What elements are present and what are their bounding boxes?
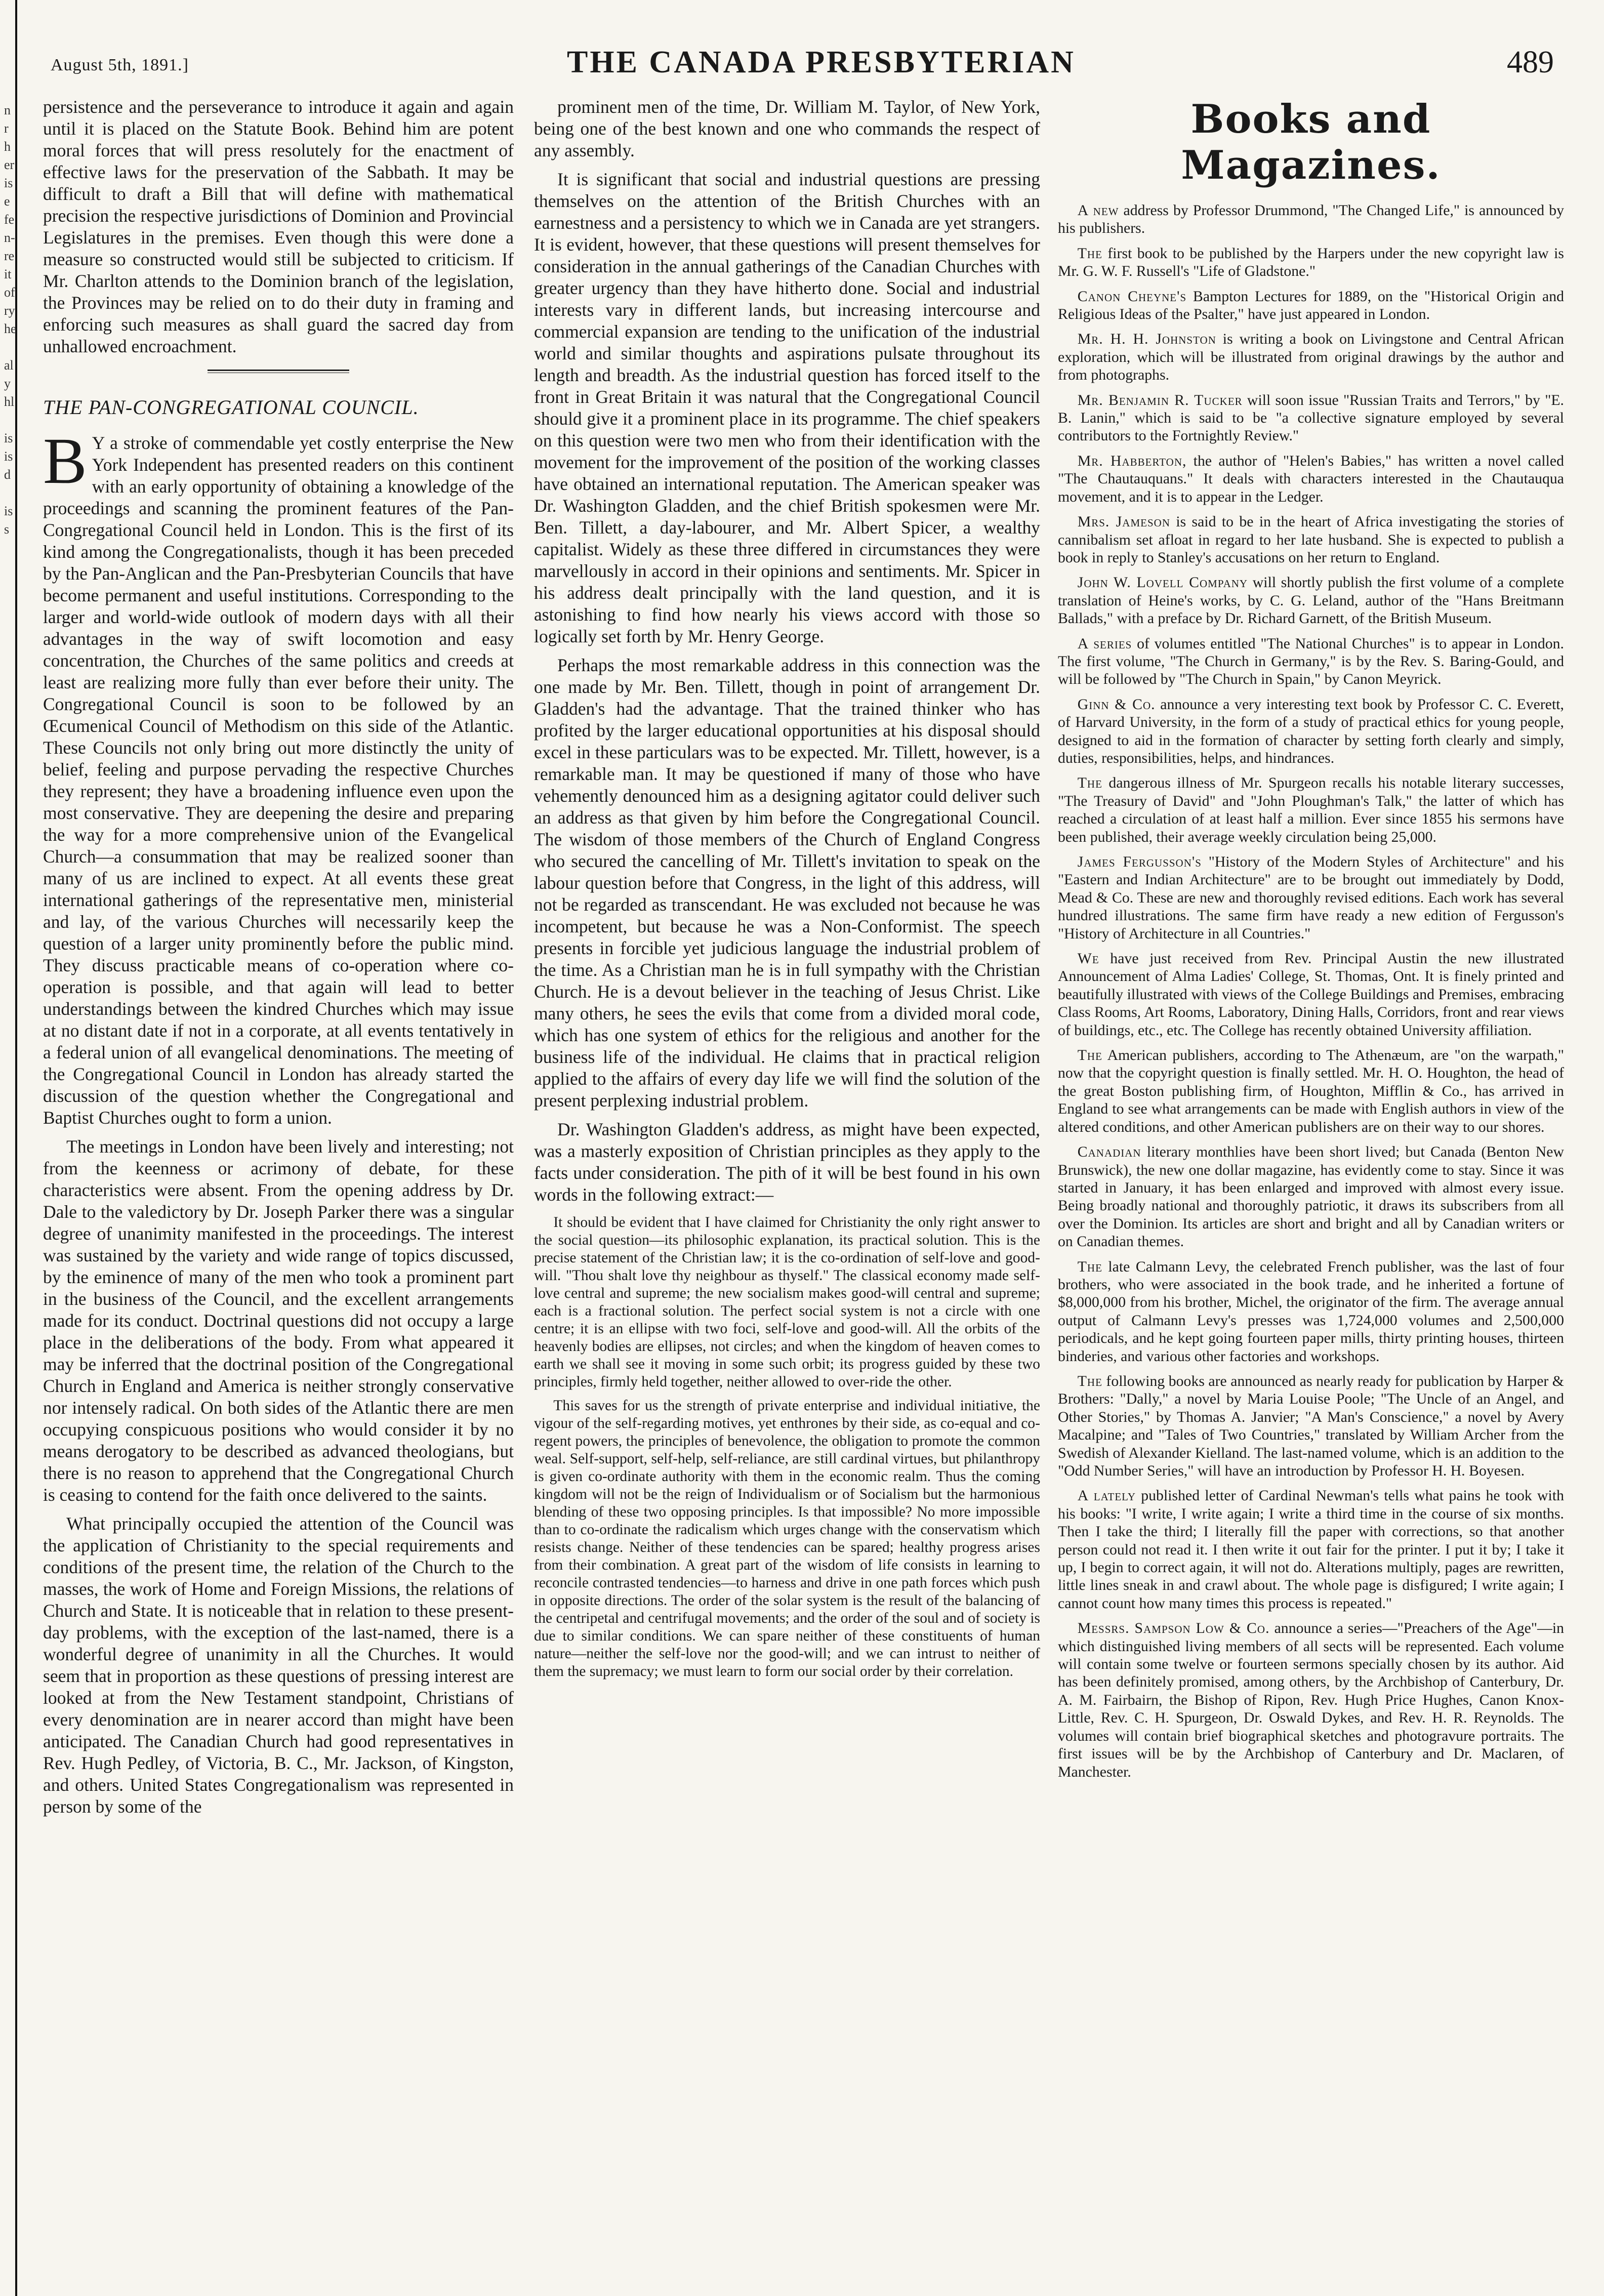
notice-text: is said to be in the heart of Africa investigating the stories of cannibalism set afloat in regard to her late husband. She is expected to publish a book in reply to Stanley's accusations on her return to England. bbox=[1058, 513, 1564, 566]
notice-lead: Canadian bbox=[1077, 1143, 1141, 1161]
binding-margin bbox=[0, 0, 17, 2296]
page-header bbox=[40, 35, 1559, 91]
notice-lead: Ginn & Co. bbox=[1077, 695, 1156, 713]
book-notice bbox=[1058, 513, 1564, 566]
notice-lead: Mr. Habberton, bbox=[1077, 452, 1187, 469]
notice-text: of volumes entitled "The National Churches" is to appear in London. The first volume, "The Church in Germany," is by the Rev. S. Baring-Gould, and will be followed by "The Church in Spain," by Canon Meyrick. bbox=[1058, 635, 1564, 688]
notice-text: American publishers, according to The Athenæum, are "on the warpath," now that the copyright question is finally settled. Mr. H. O. Houghton, the head of the great Boston publishing firm, of Houghton, Mifflin & Co., has arrived in England to see what arrangements can be made with English authors in view of the altered conditions, and other American publishers are on their way to our shores. bbox=[1058, 1047, 1564, 1135]
book-notice bbox=[1058, 853, 1564, 942]
lead-paragraph-text: Y a stroke of commendable yet costly enterprise the New York Independent has presented readers on this continent with an early opportunity of obtaining a knowledge of the proceedings and scanning the prominent features of the Pan-Congregational Council held in London. This is the first of its kind among the Congregationalists, though it has been preceded by the Pan-Anglican and the Pan-Presbyterian Councils that have become permanent and useful institutions. Corresponding to the larger and world-wide outlook of modern days with all their advantages in the way of swift locomotion and easy concentration, the Churches of the same politics and creeds at least are realizing more fully than ever before their unity. The Congregational Council is soon to be followed by an Œcumenical Council of Methodism on this side of the Atlantic. These Councils not only bring out more distinctly the unity of belief, feeling and purpose pervading the respective Churches they represent; they have a broadening influence even upon the most conservative. They are deepening the desire and preparing the way for a more comprehensive union of the Evangelical Church—a consummation that may be realized sooner than many of us are inclined to expect. At all events these great international gatherings of the representative men, ministerial and lay, of the various Churches will necessarily keep the question of a larger unity prominently before the public mind. They discuss practicable means of co-operation where co-operation is possible, and that again will lead to better understandings between the kindred Churches which may issue at no distant date if not in a corporate, at all events tentatively in a federal union of all evangelical denominations. The meeting of the Congregational Council in London has already started the discussion of the question whether the Congregational and Baptist Churches ought to form a union. bbox=[43, 433, 514, 1128]
lead-paragraph bbox=[43, 425, 514, 1129]
notice-text: Bampton Lectures for 1889, on the "Historical Origin and Religious Ideas of the Psalter," have just appeared in London. bbox=[1058, 288, 1564, 323]
notice-lead: Mr. Benjamin R. Tucker bbox=[1077, 391, 1243, 408]
notice-text: dangerous illness of Mr. Spurgeon recalls his notable literary successes, "The Treasury of David" and "John Ploughman's Talk," the latter of which has reached a circulation of at least half a million. Ever since 1855 his sermons have been published, their average weekly circulation being 25,000. bbox=[1058, 774, 1564, 845]
book-notice bbox=[1058, 201, 1564, 237]
paragraph: persistence and the perseverance to introduce it again and again until it is placed on the Statute Book. Behind him are potent moral forces that will press resolutely for the enactment of effective laws for the preservation of the Sabbath. It may be difficult to draft a Bill that will define with mathematical precision the respective jurisdictions of Dominion and Provincial Legislatures in the premises. Even though this were done a measure so constructed would still be subjected to criticism. If Mr. Charlton attends to the Dominion branch of the legislation, the Provinces may be relied on to do their duty in framing and enforcing such measures as shall guard the sacred day from unhallowed encroachment. bbox=[43, 97, 514, 356]
notice-lead: The bbox=[1077, 1047, 1102, 1064]
book-notice bbox=[1058, 774, 1564, 846]
book-notice bbox=[1058, 330, 1564, 384]
notice-text: the author of "Helen's Babies," has written a novel called "The Chautauquans." It deals with characters interested in the Chautauqua movement, and it is to appear in the Ledger. bbox=[1058, 452, 1565, 505]
book-notice bbox=[1058, 1619, 1564, 1781]
notice-lead: Mr. H. H. Johnston bbox=[1077, 331, 1216, 348]
column-1 bbox=[43, 96, 514, 1825]
notice-lead: The bbox=[1077, 774, 1102, 792]
notice-text: address by Professor Drummond, "The Changed Life," is announced by his publishers. bbox=[1058, 202, 1564, 237]
notice-text: late Calmann Levy, the celebrated French publisher, was the last of four brothers, who were associated in the book trade, and he inherited a fortune of $8,000,000 from his brother, Michel, the originator of the firm. The average annual output of Calmann Levy's presses was 1,724,000 volumes and 2,500,000 periodicals, and he kept going fourteen paper mills, thirty printing houses, thirteen binderies, and various other factories and workshops. bbox=[1058, 1258, 1564, 1365]
book-notice bbox=[1058, 1258, 1564, 1365]
section-divider bbox=[208, 370, 349, 373]
book-notice bbox=[1058, 1372, 1564, 1480]
notice-lead: Messrs. Sampson Low & Co. bbox=[1077, 1620, 1270, 1637]
drop-cap: B bbox=[43, 425, 87, 498]
extract-paragraph: This saves for us the strength of private enterprise and individual initiative, the vigour of the self-regarding motives, yet enthrones by their side, as co-equal and co-regent powers, the principles of benevolence, the obligation to promote the common weal. Self-support, self-help, self-reliance, are still cardinal virtues, but philanthropy is given co-ordinate authority with them in the economic realm. Thus the coming kingdom will not be the reign of Individualism or of Socialism but the harmonious blending of these two opposing principles. Is that impossible? No more impossible than to co-ordinate the radicalism which urges change with the conservatism which resists change. Neither of these tendencies can be spared; healthy progress arises from their combination. A great part of the wisdom of life consists in learning to reconcile contrasted tendencies—to harness and drive in one path forces which push in opposite directions. The order of the solar system is the result of the balancing of the centripetal and centrifugal movements; and the order of the soul and of society is due to similar conditions. We can spare neither of these constituents of human nature—neither the self-love nor the good-will; and we can intrust to neither of them the supremacy; we must learn to form our social order by their correlation. bbox=[534, 1398, 1040, 1679]
book-notice bbox=[1058, 950, 1564, 1039]
book-notice bbox=[1058, 244, 1564, 280]
book-notices-list bbox=[1058, 201, 1564, 1781]
paragraph: It is significant that social and industrial questions are pressing themselves on the attention of the British Churches with an earnestness and a persistency to which we in Canada are yet strangers. It is evident, however, that these questions will present themselves for consideration in the annual gatherings of the Canadian Churches with greater urgency than they have hitherto done. Social and industrial interests vary in different lands, but increasing intercourse and commercial expansion are tending to the unification of the industrial world and similar thoughts and aspirations pulsate throughout its length and breadth. As the industrial question has forced itself to the front in Great Britain it was natural that the Congregational Council should give it a prominent place in its programme. The chief speakers on this question were two men who from their identification with the movement for the improvement of the position of the working classes have obtained an international reputation. The American speaker was Dr. Washington Gladden, and the chief British spokesmen were Mr. Ben. Tillett, a day-labourer, and Mr. Albert Spicer, a wealthy capitalist. Widely as these three differed in circumstances they were marvellously in accord in their opinions and sentiments. Mr. Spicer in his address dealt principally with the land question, and it is astonishing to find how nearly his views accord with those so logically set forth by Mr. Henry George. bbox=[534, 169, 1040, 646]
section-heading: THE PAN-CONGREGATIONAL COUNCIL. bbox=[43, 396, 419, 419]
notice-lead: John W. Lovell Company bbox=[1077, 574, 1248, 591]
quoted-extract bbox=[534, 1214, 1040, 1680]
notice-text: will soon issue "Russian Traits and Terrors," by "E. B. Lanin," which is said to be "a collective signature employed by several contributors to the Fortnightly Review." bbox=[1058, 391, 1565, 444]
notice-text: have just received from Rev. Principal Austin the new illustrated Announcement of Alma Ladies' College, St. Thomas, Ont. It is finely printed and beautifully illustrated with views of the College Buildings and Premises, embracing Class Rooms, Art Rooms, Laboratory, Dining Halls, Corridors, front and rear views of buildings, etc., etc. The College has recently obtained University affiliation. bbox=[1058, 950, 1564, 1039]
notice-text: announce a series—"Preachers of the Age"—in which distinguished living members of all sects will be represented. Each volume will contain some twelve or fourteen sermons specially chosen by its author. Aid has been definitely promised, among others, by the Archbishop of Canterbury, Dr. A. M. Fairbairn, the Bishop of Ripon, Rev. Hugh Price Hughes, Canon Knox-Little, Rev. C. H. Spurgeon, Dr. Oswald Dykes, and Rev. H. R. Reynolds. The volumes will contain brief biographical sketches and photogravure portraits. The first issues will be by the Archbishop of Canterbury and Dr. Maclaren, of Manchester. bbox=[1058, 1620, 1564, 1780]
books-and-magazines-heading: Books and Magazines. bbox=[1181, 96, 1441, 188]
notice-lead: A new bbox=[1077, 202, 1119, 219]
notice-lead: The bbox=[1077, 1258, 1102, 1275]
book-notice bbox=[1058, 573, 1564, 627]
paragraph: Dr. Washington Gladden's address, as might have been expected, was a masterly exposition of Christian principles as they apply to the facts under consideration. The pith of it will be best found in his own words in the following extract:— bbox=[534, 1119, 1040, 1205]
book-notice bbox=[1058, 695, 1564, 767]
book-notice bbox=[1058, 452, 1564, 506]
extract-paragraph: It should be evident that I have claimed for Christianity the only right answer to the social question—its philosophic explanation, its practical solution. This is the precise statement of the Christian law; it is the co-ordination of self-love and good-will. "Thou shalt love thy neighbour as thyself." The classical economy made self-love central and supreme; the new socialism makes good-will central and supreme; each is a fractional solution. The perfect social system is not a circle with one centre; it is an ellipse with two foci, self-love and good-will. All the orbits of the heavenly bodies are ellipses, not circles; and when the kingdom of heaven comes to earth we shall see it moving in some such orbit; its progress guided by these two principles, firmly held together, neither allowed to over-ride the other. bbox=[534, 1214, 1040, 1390]
notice-text: following books are announced as nearly ready for publication by Harper & Brothers: "Dally," a novel by Maria Louise Poole; "The Uncle of an Angel, and Other Stories," by Thomas A. Janvier; "A Man's Conscience," a novel by Avery Macalpine; and "Tales of Two Countries," translated by William Archer from the Swedish of Alexander Kielland. The last-named volume, which is an addition to the "Odd Number Series," will have an introduction by Professor H. H. Boyesen. bbox=[1058, 1372, 1564, 1479]
notice-text: first book to be published by the Harpers under the new copyright law is Mr. G. W. F. Russell's "Life of Gladstone." bbox=[1058, 244, 1564, 280]
newspaper-title: THE CANADA PRESBYTERIAN bbox=[567, 45, 1076, 79]
page-number: 489 bbox=[1507, 45, 1554, 79]
cropped-gutter-text: n r h er is e fe n- re it of ry he al y hl is is d is s bbox=[4, 103, 17, 537]
paragraph: What principally occupied the attention of the Council was the application of Christianity to the special requirements and conditions of the present time, the relation of the Church to the masses, the work of Home and Foreign Missions, the relations of Church and State. It is noticeable that in relation to these present-day problems, with the exception of the last-named, there is a wonderful degree of unanimity in all the Churches. It would seem that in proportion as these questions of pressing interest are looked at from the New Testament standpoint, Christians of every denomination are in nearer accord than might have been anticipated. The Canadian Church had good representatives in Rev. Hugh Pedley, of Victoria, B. C., Mr. Jackson, of Kingston, and others. United States Congregationalism was represented in person by some of the bbox=[43, 1513, 514, 1817]
notice-lead: Canon Cheyne's bbox=[1077, 288, 1187, 305]
notice-text: will shortly publish the first volume of a complete translation of Heine's works, by C. G. Leland, author of the "Hans Breitmann Ballads," with a preface by Dr. Richard Garnett, of the British Museum. bbox=[1058, 574, 1564, 627]
book-notice bbox=[1058, 1046, 1564, 1136]
notice-lead: The bbox=[1077, 1372, 1102, 1389]
notice-text: literary monthlies have been short lived; but Canada (Benton New Brunswick), the new one dollar magazine, has evidently come to stay. Since it was started in January, it has been enlarged and improved with almost every issue. Being broadly national and thoroughly patriotic, it draws its subscribers from all over the Dominion. Its articles are short and bright and all by Canadian writers or on Canadian themes. bbox=[1058, 1143, 1564, 1250]
notice-text: "History of the Modern Styles of Architecture" and his "Eastern and Indian Architecture" are to be brought out immediately by Dodd, Mead & Co. These are new and thoroughly revised editions. Each work has several hundred illustrations. The same firm have ready a new edition of Fergusson's "History of Architecture in all Countries." bbox=[1058, 853, 1564, 942]
notice-lead: James Fergusson's bbox=[1077, 853, 1202, 870]
column-3-books-and-magazines bbox=[1058, 96, 1564, 1788]
column-2 bbox=[534, 96, 1040, 1687]
notice-text: announce a very interesting text book by Professor C. C. Everett, of Harvard University, in the form of a study of practical ethics for young people, designed to aid in the formation of character by setting forth clearly and simply, duties, responsibilities, helps, and hindrances. bbox=[1058, 695, 1564, 766]
notice-lead: A series bbox=[1077, 635, 1132, 652]
paragraph: The meetings in London have been lively and interesting; not from the keenness or acrimony of debate, for these characteristics were absent. From the opening address by Dr. Dale to the valedictory by Dr. Joseph Parker there was a singular degree of unanimity manifested in the proceedings. The interest was sustained by the variety and wide range of topics discussed, by the eminence of many of the men who took a prominent part in the business of the Council, and the excellent arrangements made for its conduct. Doctrinal questions did not occupy a large place in the deliberations of the body. From what appeared it may be inferred that the doctrinal position of the Congregational Church in England and America is neither strongly conservative nor intensely radical. On both sides of the Atlantic there are men occupying conspicuous positions who would consider it by no means derogatory to be described as advanced theologians, but there is no reason to apprehend that the Congregational Church is ceasing to contend for the faith once delivered to the saints. bbox=[43, 1136, 514, 1505]
paragraph: prominent men of the time, Dr. William M. Taylor, of New York, being one of the best known and one who commands the respect of any assembly. bbox=[534, 97, 1040, 160]
notice-lead: The bbox=[1077, 244, 1102, 262]
notice-lead: A lately bbox=[1077, 1487, 1136, 1504]
book-notice bbox=[1058, 635, 1564, 688]
notice-lead: We bbox=[1077, 950, 1099, 967]
paragraph: Perhaps the most remarkable address in this connection was the one made by Mr. Ben. Tillett, though in point of arrangement Dr. Gladden's had the advantage. That the trained thinker who has profited by the larger educational opportunities at his disposal should excel in these particulars was to be expected. Mr. Tillett, however, is a remarkable man. It may be questioned if many of those who have vehemently denounced him as a designing agitator could deliver such an address as that given by him before the Congregational Council. The wisdom of those members of the Church of England Congress who secured the cancelling of Mr. Tillett's invitation to speak on the labour question before that Congress, in the light of this address, will not be regarded as transcendant. He was excluded not because he was incompetent, but because he was a Non-Conformist. The speech presents in forcible yet judicious language the industrial problem of the time. As a Christian man he is in full sympathy with the Christian Church. He is a devout believer in the teaching of Jesus Christ. Like many others, he sees the evils that come from a divided moral code, which has one system of ethics for the religious and another for the business life of the individual. He claims that in practical religion applied to the affairs of every day life we will find the solution of the present perplexing industrial problem. bbox=[534, 655, 1040, 1111]
notice-text: published letter of Cardinal Newman's tells what pains he took with his books: "I write, I write again; I write a third time in the course of six months. Then I take the third; I literally fill the paper with corrections, so that another person could not read it. I then write it out fair for the printer. I put it by; I take it up, I begin to correct again, it will not do. Alterations multiply, pages are rewritten, little lines sneak in and crawl about. The whole page is disfigured; I write again; I cannot count how many times this process is repeated." bbox=[1058, 1487, 1564, 1612]
notice-lead: Mrs. Jameson bbox=[1077, 513, 1170, 530]
book-notice bbox=[1058, 288, 1564, 323]
book-notice bbox=[1058, 1143, 1564, 1250]
issue-date: August 5th, 1891.] bbox=[51, 56, 189, 74]
notice-text: is writing a book on Livingstone and Central African exploration, which will be illustrated from original drawings by the author and from photographs. bbox=[1058, 331, 1564, 384]
book-notice bbox=[1058, 391, 1564, 445]
book-notice bbox=[1058, 1487, 1564, 1612]
